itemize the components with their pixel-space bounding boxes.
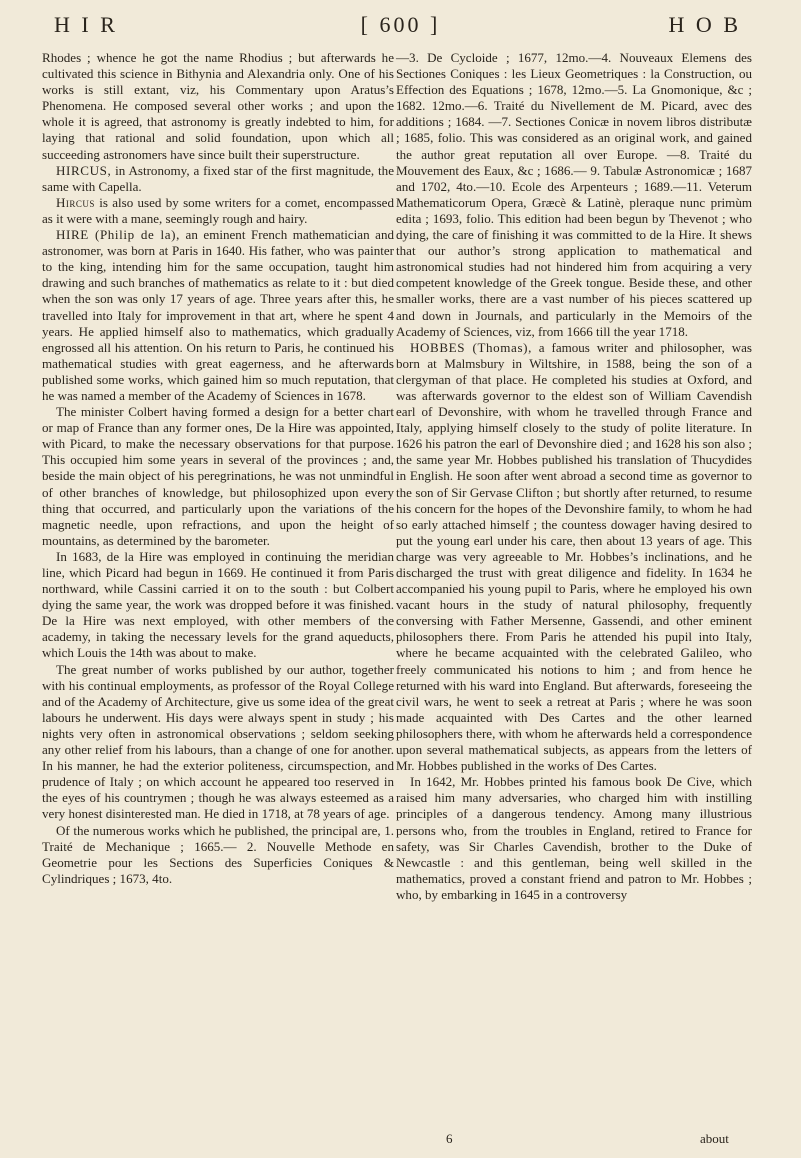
paragraph: HIRCUS, in Astronomy, a fixed star of the first magnitude, the same with Capella.	[42, 162, 394, 194]
paragraph: The minister Colbert having formed a design for a better chart or map of France than any former ones, De la Hire was appointed, with Picard, to make the necessary observations for that purpose. This occupied him some years in several of the provinces ; and, beside the main object of his peregrinations, he was not unmindful of other branches of knowledge, but philosophized upon every thing that occurred, and particularly upon the variations of the magnetic needle, upon refractions, and upon the height of mountains, as determined by the barometer.	[42, 404, 394, 548]
entry-headword: HOBBES (Thomas),	[410, 339, 532, 355]
paragraph: HIRE (Philip de la), an eminent French mathematician and astronomer, was born at Paris in 1640. His father, who was painter to the king, intending him for the same occupation, taught him drawing and such branches of mathematics as relate to it : but died when the son was only 17 years of age. Three years after this, he travelled into Italy for improvement in that art, where he spent 4 years. He applied himself also to mathematics, which gradually engrossed all his attention. On his return to Paris, he continued his mathematical studies with great eagerness, and he afterwards published some works, which gained him so much reputation, that he was named a member of the Academy of Sciences in 1678.	[42, 227, 394, 403]
paragraph: —3. De Cycloide ; 1677, 12mo.—4. Nouveaux Elemens des Sectiones Coniques : les Lieux Geometriques : la Construction, ou Effection des Equations ; 1678, 12mo.—5. La Gnomonique, &c ; 1682. 12mo.—6. Traité du Nivellement de M. Picard, avec des additions ; 1684. —7. Sectiones Conicæ in novem libros distributæ ; 1685, folio. This was considered as an original work, and gained the author great reputation all over Europe. —8. Traité du Mouvement des Eaux, &c ; 1686.— 9. Tabulæ Astronomicæ ; 1687 and 1702, 4to.—10. Ecole des Arpenteurs ; 1689.—11. Veterum Mathematicorum Opera, Græcè & Latinè, pleraque nunc primùm edita ; 1693, folio. This edition had been begun by Thevenot ; who dying, the care of finishing it was committed to de la Hire. It shews that our author’s strong application to mathematical and astronomical studies had not hindered him from acquiring a very competent knowledge of the Greek tongue. Beside these, and other smaller works, there are a vast number of his pieces scattered up and down in Journals, and particularly in the Memoirs of the Academy of Sciences, viz, from 1666 till the year 1718.	[396, 50, 752, 339]
header-left-word: H I R	[54, 12, 118, 37]
left-column	[42, 50, 394, 887]
paragraph: In 1683, de la Hire was employed in continuing the meridian line, which Picard had begun in 1669. He continued it from Paris northward, while Cassini carried it on to the south : but Colbert dying the same year, the work was dropped before it was finished. De la Hire was next employed, with other members of the academy, in taking the necessary levels for the grand aqueducts, which Louis the 14th was about to make.	[42, 548, 394, 661]
entry-headword: HIRCUS,	[56, 162, 112, 178]
entry-headword: Hircus	[56, 194, 95, 210]
paragraph: Rhodes ; whence he got the name Rhodius ; but afterwards he cultivated this science in Bithynia and Alexandria only. One of his works is still extant, viz, his Commentary upon Aratus’s Phenomena. He composed several other works ; and upon the whole it is agreed, that astronomy is greatly indebted to him, for laying that rational and solid foundation, upon which all succeeding astronomers have since built their superstructure.	[42, 50, 394, 162]
right-column	[396, 50, 752, 903]
paragraph: Of the numerous works which he published, the principal are, 1. Traité de Mechanique ; 1665.— 2. Nouvelle Methode en Geometrie pour les Sections des Superficies Coniques & Cylindriques ; 1673, 4to.	[42, 822, 394, 886]
running-header	[40, 6, 761, 40]
paragraph: In 1642, Mr. Hobbes printed his famous book De Cive, which raised him many adversaries, who charged him with instilling principles of a dangerous tendency. Among many illustrious persons who, from the troubles in England, retired to France for safety, was Sir Charles Cavendish, brother to the Duke of Newcastle : and this gentleman, being well skilled in the mathematics, proved a constant friend and patron to Mr. Hobbes ; who, by embarking in 1645 in a controversy	[396, 774, 752, 902]
catchword: about	[700, 1131, 729, 1146]
entry-headword: HIRE (Philip de la),	[56, 227, 180, 243]
paragraph: Hircus is also used by some writers for a comet, encompassed as it were with a mane, seemingly rough and hairy.	[42, 194, 394, 226]
signature-mark: 6	[446, 1131, 453, 1146]
header-right-word: H O B	[668, 12, 741, 37]
page-number: [ 600 ]	[360, 12, 441, 37]
paragraph: The great number of works published by our author, together with his continual employments, as professor of the Royal College and of the Academy of Architecture, give us some idea of the great labours he underwent. His days were always spent in study ; his nights very often in astronomical observations ; seldom seeking any other relief from his labours, than a change of one for another. In his manner, he had the exterior politeness, circumspection, and prudence of Italy ; on which account he appeared too reserved in the eyes of his countrymen ; though he was always esteemed as a very honest disinterested man. He died in 1718, at 78 years of age.	[42, 661, 394, 822]
paragraph: HOBBES (Thomas), a famous writer and philosopher, was born at Malmsbury in Wiltshire, in 1588, being the son of a clergyman of that place. He completed his studies at Oxford, and was afterwards governor to the eldest son of William Cavendish earl of Devonshire, with whom he travelled through France and Italy, applying himself closely to the study of polite literature. In 1626 his patron the earl of Devonshire died ; and 1628 his son also ; the same year Mr. Hobbes published his translation of Thucydides in English. He soon after went abroad a second time as governor to the son of Sir Gervase Clifton ; but shortly after returned, to resume his concern for the hopes of the Devonshire family, to whom he had so early attached himself ; the countess dowager having desired to put the young earl under his care, then about 13 years of age. This charge was very agreeable to Mr. Hobbes’s inclinations, and he discharged the trust with great diligence and fidelity. In 1634 he accompanied his young pupil to Paris, where he employed his own vacant hours in the study of natural philosophy, frequently conversing with Father Mersenne, Gassendi, and other eminent philosophers there. From Paris he attended his pupil into Italy, where he became acquainted with the celebrated Galileo, who freely communicated his notions to him ; and from hence he returned with his ward into England. But afterwards, foreseeing the civil wars, he went to seek a retreat at Paris ; where he was soon made acquainted with Des Cartes and the other learned philosophers there, with whom he afterwards held a correspondence upon several mathematical subjects, as appears from the letters of Mr. Hobbes published in the works of Des Cartes.	[396, 339, 752, 774]
